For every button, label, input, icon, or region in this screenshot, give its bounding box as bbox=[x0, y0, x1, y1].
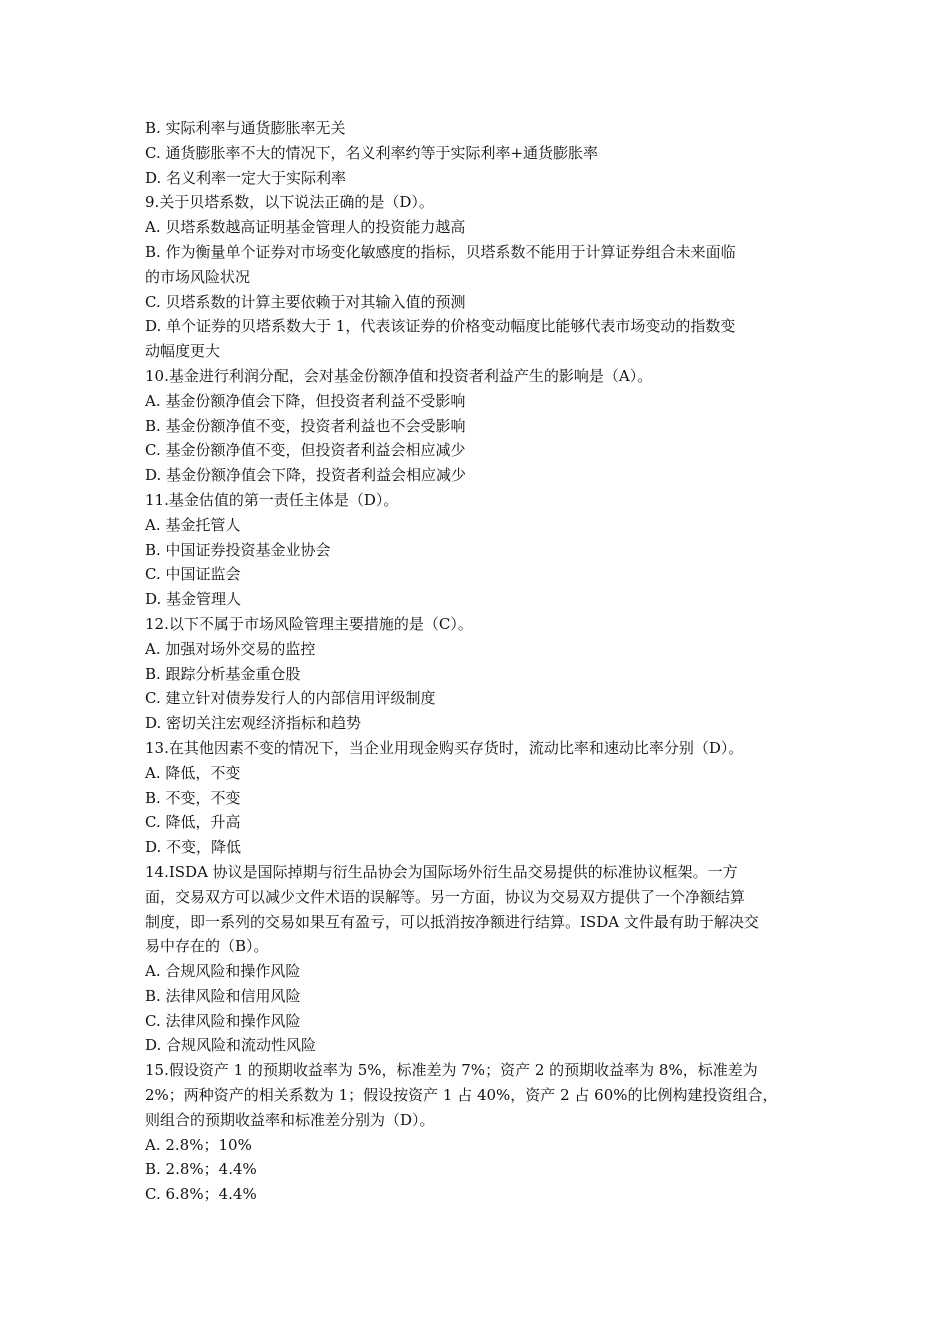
option-d-q12: D. 密切关注宏观经济指标和趋势 bbox=[145, 714, 362, 733]
option-a-q13: A. 降低，不变 bbox=[145, 763, 241, 782]
question-14-line-4: 易中存在的（B）。 bbox=[145, 937, 269, 956]
option-b-q10: B. 基金份额净值不变，投资者利益也不会受影响 bbox=[145, 416, 466, 435]
option-b-q12: B. 跟踪分析基金重仓股 bbox=[145, 664, 301, 683]
option-b-q14: B. 法律风险和信用风险 bbox=[145, 986, 301, 1005]
option-b-q8: B. 实际利率与通货膨胀率无关 bbox=[145, 119, 346, 137]
option-d-q14: D. 合规风险和流动性风险 bbox=[145, 1036, 317, 1055]
option-a-q11: A. 基金托管人 bbox=[145, 515, 241, 534]
question-14-line-1: 14.ISDA 协议是国际掉期与衍生品协会为国际场外衍生品交易提供的标准协议框架。一方 bbox=[145, 862, 738, 881]
option-c-q11: C. 中国证监会 bbox=[145, 565, 241, 584]
option-a-q10: A. 基金份额净值会下降，但投资者利益不受影响 bbox=[145, 391, 466, 410]
option-a-q9: A. 贝塔系数越高证明基金管理人的投资能力越高 bbox=[145, 218, 466, 237]
option-c-q8: C. 通货膨胀率不大的情况下，名义利率约等于实际利率+通货膨胀率 bbox=[145, 143, 599, 162]
option-c-q13: C. 降低，升高 bbox=[145, 813, 241, 832]
option-c-q10: C. 基金份额净值不变，但投资者利益会相应减少 bbox=[145, 441, 466, 460]
question-15-line-1: 15.假设资产 1 的预期收益率为 5%，标准差为 7%；资产 2 的预期收益率为 8%，标准差为 bbox=[145, 1061, 758, 1080]
option-b-q15: B. 2.8%；4.4% bbox=[145, 1160, 257, 1179]
option-c-q14: C. 法律风险和操作风险 bbox=[145, 1011, 301, 1030]
question-15-line-3: 则组合的预期收益率和标准差分别为（D）。 bbox=[145, 1110, 435, 1129]
question-10: 10.基金进行利润分配，会对基金份额净值和投资者利益产生的影响是（A）。 bbox=[145, 366, 653, 385]
question-15-line-2: 2%；两种资产的相关系数为 1；假设按资产 1 占 40%，资产 2 占 60%的比例构建投资组合， bbox=[145, 1086, 778, 1105]
option-c-q12: C. 建立针对债券发行人的内部信用评级制度 bbox=[145, 689, 436, 708]
option-d-q11: D. 基金管理人 bbox=[145, 590, 242, 609]
option-b-q11: B. 中国证券投资基金业协会 bbox=[145, 540, 331, 559]
option-b-q13: B. 不变，不变 bbox=[145, 788, 241, 807]
option-d-q13: D. 不变，降低 bbox=[145, 838, 242, 857]
option-d-q9: D. 单个证券的贝塔系数大于 1，代表该证券的价格变动幅度比能够代表市场变动的指数变 bbox=[145, 317, 736, 336]
question-12: 12.以下不属于市场风险管理主要措施的是（C）。 bbox=[145, 614, 473, 633]
option-b-q9-cont: 的市场风险状况 bbox=[145, 267, 251, 286]
question-14-line-3: 制度，即一系列的交易如果互有盈亏，可以抵消按净额进行结算。ISDA 文件最有助于解决交 bbox=[145, 912, 759, 931]
option-d-q8: D. 名义利率一定大于实际利率 bbox=[145, 168, 347, 187]
option-d-q10: D. 基金份额净值会下降，投资者利益会相应减少 bbox=[145, 466, 467, 485]
option-a-q15: A. 2.8%；10% bbox=[145, 1135, 252, 1154]
option-c-q9: C. 贝塔系数的计算主要依赖于对其输入值的预测 bbox=[145, 292, 466, 311]
question-14-line-2: 面，交易双方可以减少文件术语的误解等。另一方面，协议为交易双方提供了一个净额结算 bbox=[145, 887, 746, 906]
question-13: 13.在其他因素不变的情况下，当企业用现金购买存货时，流动比率和速动比率分别（D）。 bbox=[145, 738, 744, 757]
question-11: 11.基金估值的第一责任主体是（D）。 bbox=[145, 490, 399, 509]
option-b-q9: B. 作为衡量单个证券对市场变化敏感度的指标，贝塔系数不能用于计算证券组合未来面临 bbox=[145, 242, 736, 261]
option-d-q9-cont: 动幅度更大 bbox=[145, 342, 221, 361]
question-9: 9.关于贝塔系数，以下说法正确的是（D）。 bbox=[145, 193, 434, 212]
option-a-q14: A. 合规风险和操作风险 bbox=[145, 962, 301, 981]
option-a-q12: A. 加强对场外交易的监控 bbox=[145, 639, 316, 658]
option-c-q15: C. 6.8%；4.4% bbox=[145, 1185, 257, 1204]
